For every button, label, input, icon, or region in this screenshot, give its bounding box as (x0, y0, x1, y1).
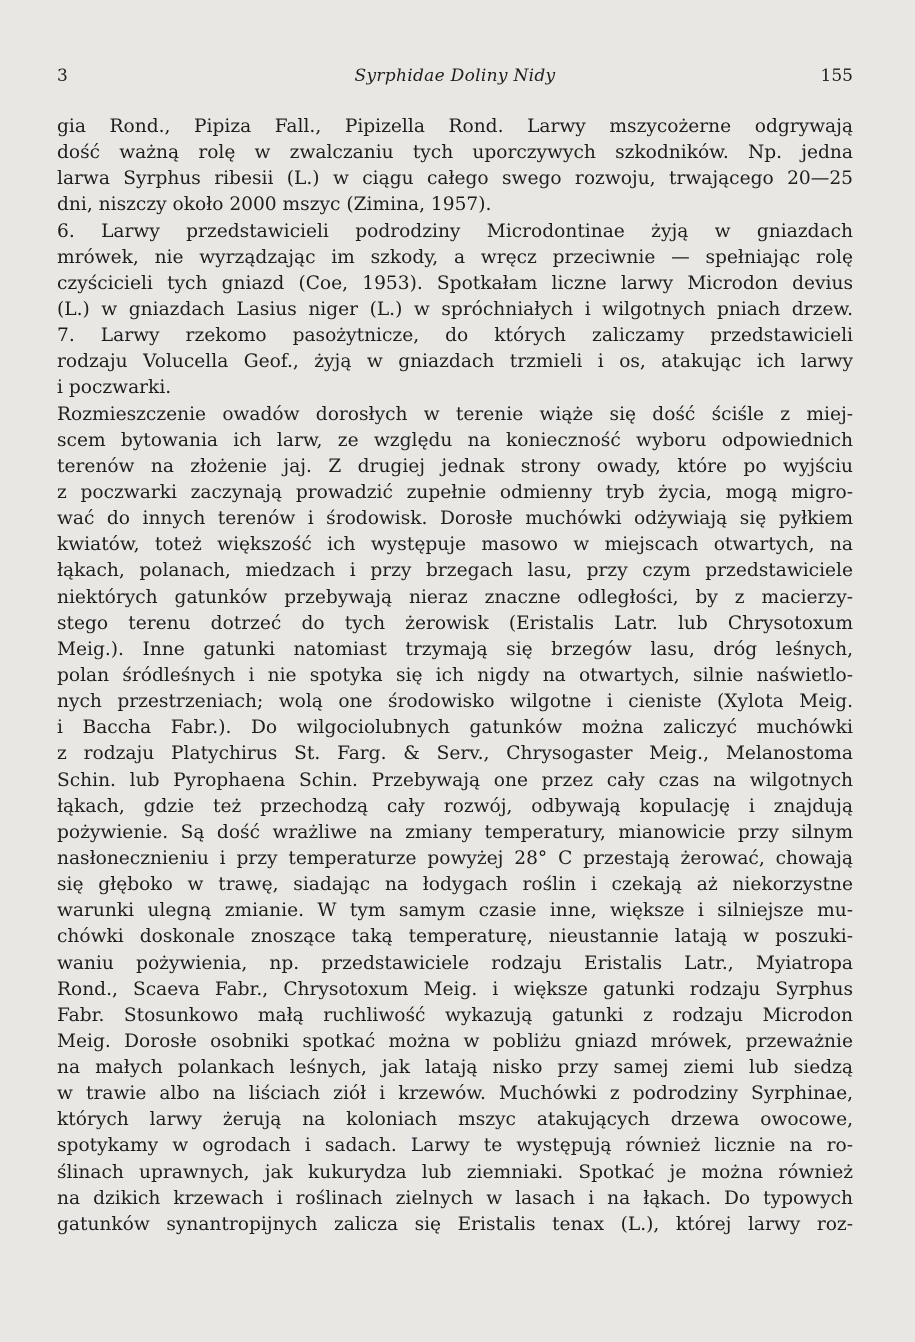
text-line: których larwy żerują na koloniach mszyc atakujących drzewa owocowe, (57, 1109, 853, 1131)
text-line: scem bytowania ich larw, ze względu na konieczność wyboru odpowiednich (57, 429, 853, 451)
text-line: larwa Syrphus ribesii (L.) w ciągu całego swego rozwoju, trwającego 20—25 (57, 168, 853, 190)
text-line: w trawie albo na liściach ziół i krzewów. Muchówki z podrodziny Syrphinae, (57, 1083, 853, 1105)
page-header (57, 64, 853, 88)
text-line: łąkach, polanach, miedzach i przy brzegach lasu, przy czym przedstawiciele (57, 560, 853, 582)
text-line: kwiatów, toteż większość ich występuje masowo w miejscach otwartych, na (57, 534, 853, 556)
text-line: polan śródleśnych i nie spotyka się ich nigdy na otwartych, silnie naświetlo- (57, 664, 853, 686)
text-line: terenów na złożenie jaj. Z drugiej jednak strony owady, które po wyjściu (57, 455, 853, 477)
text-line: wać do innych terenów i środowisk. Dorosłe muchówki odżywiają się pyłkiem (57, 508, 853, 530)
text-line: (L.) w gniazdach Lasius niger (L.) w spróchniałych i wilgotnych pniach drzew. (57, 298, 853, 320)
text-line: mrówek, nie wyrządzając im szkody, a wręcz przeciwnie — spełniając rolę (57, 246, 853, 268)
text-line: i Baccha Fabr.). Do wilgociolubnych gatunków można zaliczyć muchówki (57, 717, 853, 739)
text-line: gia Rond., Pipiza Fall., Pipizella Rond. Larwy mszycożerne odgrywają (57, 116, 853, 137)
text-line: z poczwarki zaczynają prowadzić zupełnie odmienny tryb życia, mogą migro- (57, 481, 853, 503)
text-line: Rozmieszczenie owadów dorosłych w terenie wiąże się dość ściśle z miej- (57, 403, 853, 425)
text-line: dość ważną rolę w zwalczaniu tych uporczywych szkodników. Np. jedna (57, 142, 853, 164)
text-line: czyścicieli tych gniazd (Coe, 1953). Spotkałam liczne larwy Microdon devius (57, 272, 853, 294)
text-line: niektórych gatunków przebywają nieraz znaczne odległości, by z macierzy- (57, 586, 853, 608)
text-line: spotykamy w ogrodach i sadach. Larwy te występują również licznie na ro- (57, 1135, 853, 1157)
header-left-number: 3 (57, 66, 68, 86)
text-line: waniu pożywienia, np. przedstawiciele rodzaju Eristalis Latr., Myiatropa (57, 952, 853, 974)
text-line: i poczwarki. (57, 377, 172, 399)
text-line: 6. Larwy przedstawicieli podrodziny Microdontinae żyją w gniazdach (57, 220, 853, 242)
text-line: Rond., Scaeva Fabr., Chrysotoxum Meig. i większe gatunki rodzaju Syrphus (57, 978, 853, 1000)
text-line: rodzaju Volucella Geof., żyją w gniazdach trzmieli i os, atakując ich larwy (57, 351, 853, 373)
text-line: nasłonecznieniu i przy temperaturze powyżej 28° C przestają żerować, chowają (57, 847, 853, 869)
running-title: Syrphidae Doliny Nidy (354, 66, 556, 86)
text-line: z rodzaju Platychirus St. Farg. & Serv., Chrysogaster Meig., Melanostoma (57, 743, 853, 765)
text-line: dni, niszczy około 2000 mszyc (Zimina, 1957). (57, 194, 492, 216)
page-number: 155 (820, 66, 853, 86)
text-line: na dzikich krzewach i roślinach zielnych w lasach i na łąkach. Do typowych (57, 1187, 853, 1209)
text-line: stego terenu dotrzeć do tych żerowisk (Eristalis Latr. lub Chrysotoxum (57, 612, 853, 634)
text-line: się głęboko w trawę, siadając na łodygach roślin i czekają aż niekorzystne (57, 874, 853, 896)
text-line: chówki doskonale znoszące taką temperaturę, nieustannie latają w poszuki- (57, 926, 853, 948)
text-line: Meig.). Inne gatunki natomiast trzymają się brzegów lasu, dróg leśnych, (57, 638, 853, 660)
text-line: łąkach, gdzie też przechodzą cały rozwój, odbywają kopulację i znajdują (57, 795, 853, 817)
text-line: Schin. lub Pyrophaena Schin. Przebywają one przez cały czas na wilgotnych (57, 769, 853, 791)
text-line: 7. Larwy rzekomo pasożytnicze, do których zaliczamy przedstawicieli (57, 325, 853, 347)
text-line: gatunków synantropijnych zalicza się Eristalis tenax (L.), której larwy roz- (57, 1213, 853, 1235)
text-line: pożywienie. Są dość wrażliwe na zmiany temperatury, mianowicie przy silnym (57, 821, 853, 843)
text-line: ślinach uprawnych, jak kukurydza lub ziemniaki. Spotkać je można również (57, 1161, 853, 1183)
text-line: Meig. Dorosłe osobniki spotkać można w pobliżu gniazd mrówek, przeważnie (57, 1030, 853, 1052)
text-line: na małych polankach leśnych, jak latają nisko przy samej ziemi lub siedzą (57, 1057, 853, 1079)
body-text (57, 114, 853, 1238)
text-line: Fabr. Stosunkowo małą ruchliwość wykazują gatunki z rodzaju Microdon (57, 1004, 853, 1026)
text-line: warunki ulegną zmianie. W tym samym czasie inne, większe i silniejsze mu- (57, 900, 853, 922)
text-line: nych przestrzeniach; wolą one środowisko wilgotne i cieniste (Xylota Meig. (57, 691, 853, 713)
